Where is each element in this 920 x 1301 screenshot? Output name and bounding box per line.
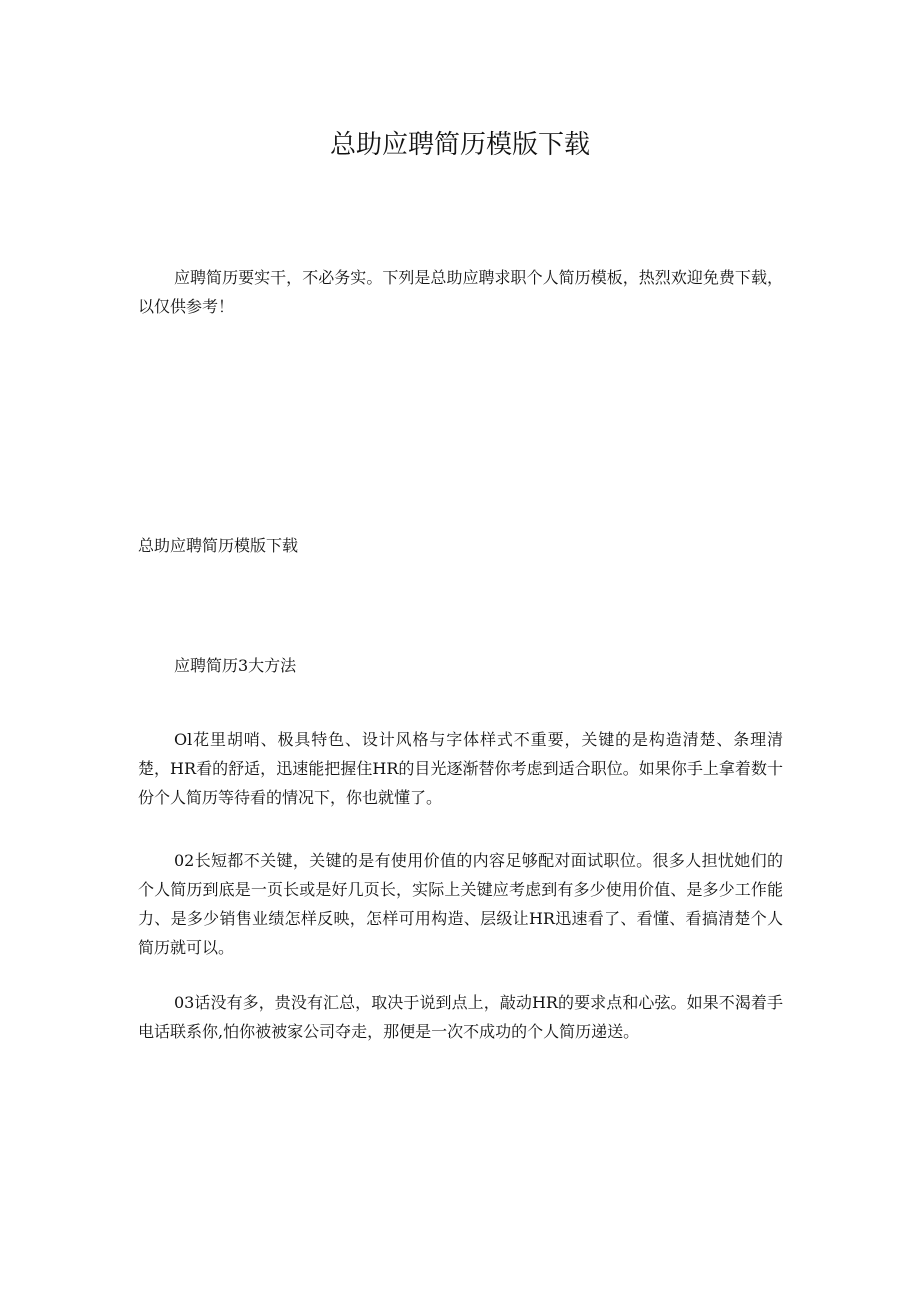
method-paragraph-1: Ol花里胡哨、极具特色、设计风格与字体样式不重要，关键的是构造清楚、条理清楚，HR看的舒适，迅速能把握住HR的目光逐渐替你考虑到适合职位。如果你手上拿着数十份个人简历等待看的情况下，你也就懂了。: [138, 730, 783, 807]
method-paragraph-2: 02长短都不关键，关键的是有使用价值的内容足够配对面试职位。很多人担忧她们的个人简历到底是一页长或是好几页长，实际上关键应考虑到有多少使用价值、是多少工作能力、是多少销售业绩怎样反映，怎样可用构造、层级让HR迅速看了、看懂、看搞清楚个人简历就可以。: [138, 851, 783, 957]
method-paragraph-3: 03话没有多，贵没有汇总，取决于说到点上，敲动HR的要求点和心弦。如果不渴着手电话联系你,怕你被被家公司夺走，那便是一次不成功的个人简历递送。: [138, 993, 783, 1041]
page-title: 总助应聘简历模版下载: [329, 130, 590, 160]
intro-paragraph: 应聘简历要实干，不必务实。下列是总助应聘求职个人简历模板，热烈欢迎免费下载，以仅供参考！: [138, 268, 783, 316]
section-title: 总助应聘简历模版下载: [138, 536, 299, 555]
methods-heading: 应聘简历3大方法: [174, 656, 297, 675]
